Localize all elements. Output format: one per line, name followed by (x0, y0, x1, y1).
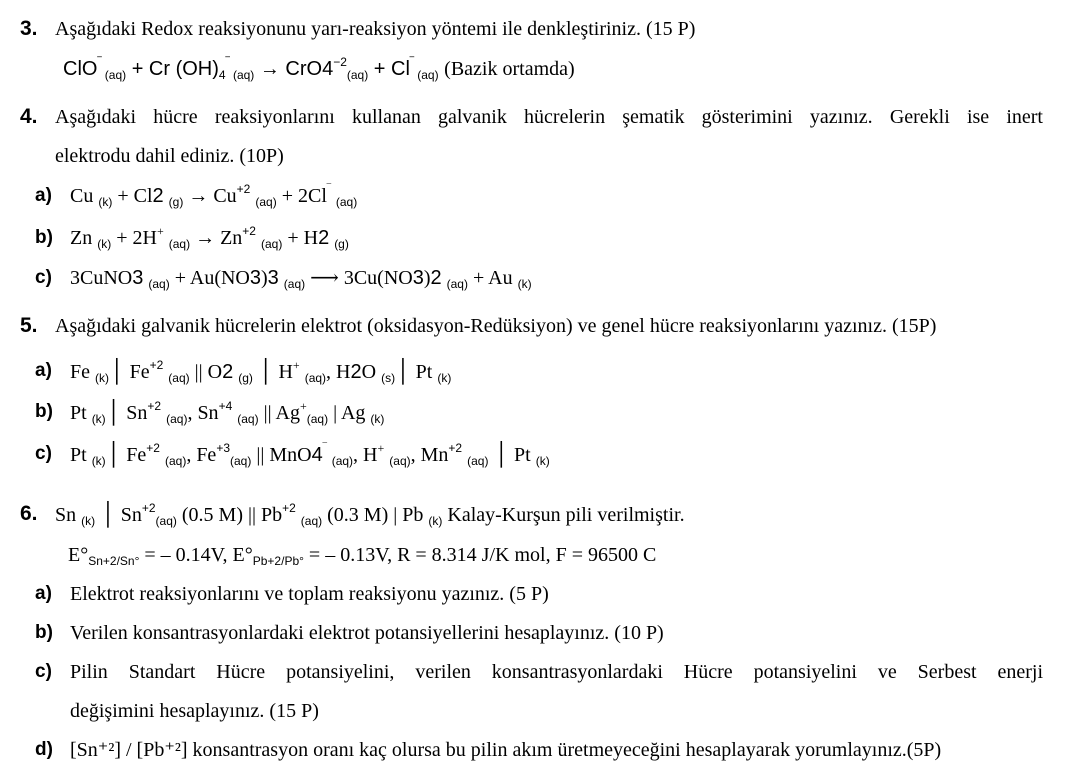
question-number: 3. (20, 17, 38, 40)
item-label: a) (35, 185, 52, 206)
item-equation: 3CuNO3 $_{(aq)}$ + Au(NO3)3 $_{(aq)}$ ⟶ 3Cu(NO3)2 $_{(aq)}$ + Au $_{(k)}$ (70, 267, 532, 291)
item-equation: Cu $_{(k)}$ + Cl2 $_{(g)} \to Cu^{+2}$ $_{(aq)}$ + 2Cl‾ $_{(aq)}$ (70, 182, 358, 209)
item-cell: Pt $_{(k)}$│ $Sn^{+2}$ $_{(aq)}$, $Sn^{+4}$ $_{(aq)}$ || $Ag^+_{(aq)}$ | Ag $_{(k)}$ (70, 399, 385, 426)
item-label: b) (35, 622, 53, 643)
question-6-cell: Sn $_{(k)}$ │ $Sn^{+2}_{(aq)}$ (0.5 M) || $Pb^{+2}$ $_{(aq)}$ (0.3 M) | Pb $_{(k)}$ Kalay-Kurşun pili verilmiştir. (55, 501, 685, 528)
question-3-equation: ClO‾ $_{(aq)}$ + Cr $(OH)_4^‾$ $_{(aq)} \to CrO4^{-2}_{(aq)} + Cl^‾$ $_{(aq)}$ (Bazik ortamda) (63, 55, 575, 82)
item-label: d) (35, 739, 53, 760)
question-text: Aşağıdaki galvanik hücrelerin elektrot (oksidasyon-Redüksiyon) ve genel hücre reaksiyonlarını yazınız. (15P) (55, 315, 937, 337)
item-label: a) (35, 360, 52, 381)
item-text: [Sn⁺²] / [Pb⁺²] konsantrasyon oranı kaç olursa bu pilin akım üretmeyeceğini hesaplayarak yorumlayınız.(5P) (70, 739, 942, 761)
question-number: 6. (20, 502, 38, 525)
question-text-line1: Aşağıdaki hücre reaksiyonlarını kullanan galvanik hücrelerin şematik gösterimini yazınız. Gerekli ise inert (55, 106, 1043, 128)
item-label: c) (35, 267, 52, 288)
item-label: b) (35, 227, 53, 248)
item-label: c) (35, 443, 52, 464)
question-text-line2: elektrodu dahil ediniz. (10P) (55, 145, 284, 167)
question-text: Aşağıdaki Redox reaksiyonunu yarı-reaksiyon yöntemi ile denkleştiriniz. (15 P) (55, 18, 696, 40)
item-cell: Fe $_{(k)}$│ $Fe^{+2}$ $_{(aq)}$ || O2 $_{(g)}$ │ H+ $_{(aq)}$, H2O $_{(s)}$│ Pt $_{(k)}$ (70, 358, 452, 385)
question-number: 4. (20, 105, 38, 128)
item-label: b) (35, 401, 53, 422)
item-text: Verilen konsantrasyonlardaki elektrot potansiyellerini hesaplayınız. (10 P) (70, 622, 664, 644)
question-number: 5. (20, 314, 38, 337)
question-text: Kalay-Kurşun pili verilmiştir. (447, 504, 685, 526)
item-equation: Zn $_{(k)}$ + 2H+ $_{(aq)} \to Zn^{+2}$ $_{(aq)}$ + H2 $_{(g)}$ (70, 224, 349, 251)
item-text-line1: Pilin Standart Hücre potansiyelini, verilen konsantrasyonlardaki Hücre potansiyelini ve Serbest enerji (70, 661, 1043, 683)
item-label: a) (35, 583, 52, 604)
item-cell: Pt $_{(k)}$│ $Fe^{+2}$ $_{(aq)}$, $Fe^{+3}_{(aq)}$ || MnO4‾ $_{(aq)}$, H+ $_{(aq)}$, $Mn^{+2}$ $_{(aq)}$ │ Pt $_{(k)}$ (70, 441, 550, 468)
item-text-line2: değişimini hesaplayınız. (15 P) (70, 700, 319, 722)
constants-line: $E^\circ_{Sn+2/Sn^\circ}$ = – 0.14V, $E^\circ_{Pb+2/Pb^\circ}$ = – 0.13V, R = 8.314 J/K mol, F = 96500 C (68, 544, 657, 568)
item-label: c) (35, 661, 52, 682)
item-text: Elektrot reaksiyonlarını ve toplam reaksiyonu yazınız. (5 P) (70, 583, 549, 605)
